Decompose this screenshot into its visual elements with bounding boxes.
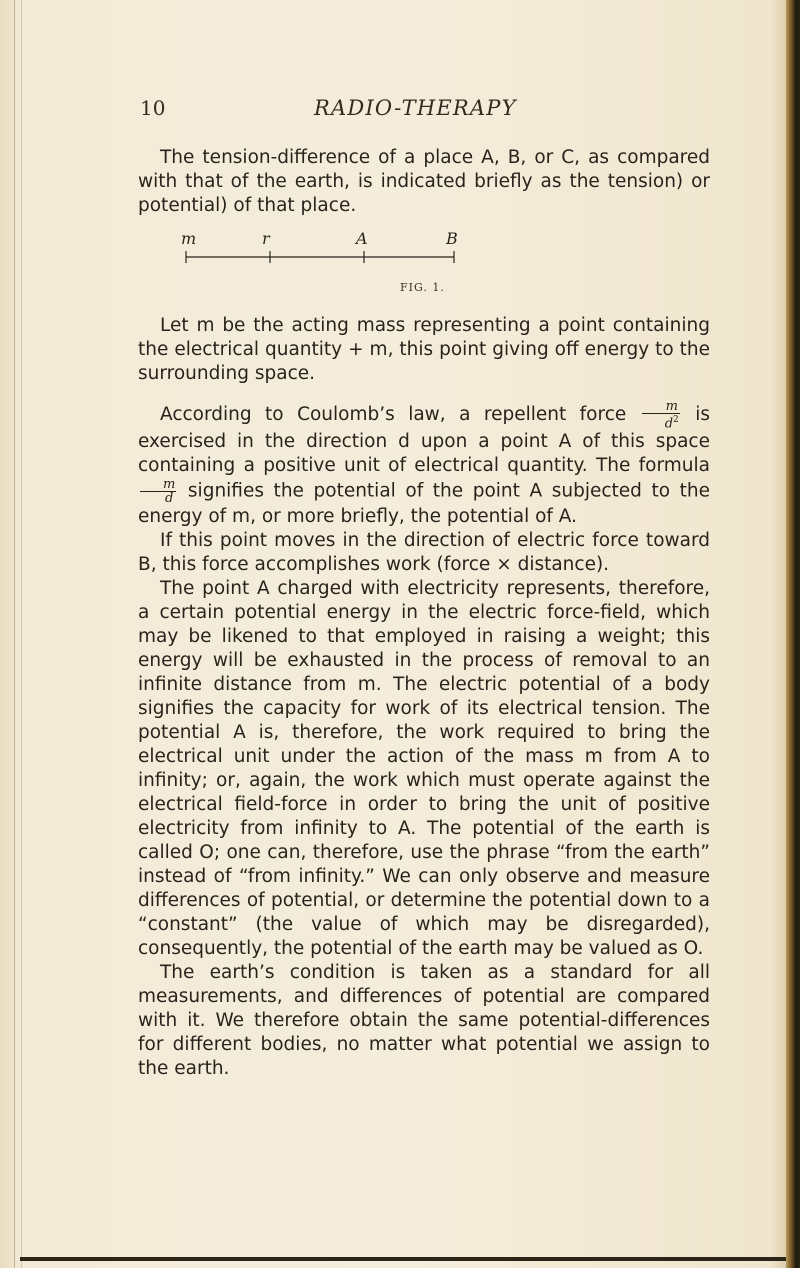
- label-r: r: [262, 229, 270, 248]
- page-bottom-edge: [20, 1257, 786, 1261]
- force-exponent: 2: [673, 415, 679, 425]
- paragraph-3-part-b: is exercised in the direction d upon a point A of this space containing a positive unit of electrical quantity. The formula: [138, 404, 710, 477]
- paragraph-3-part-a: According to Coulomb’s law, a repellent force: [160, 404, 627, 426]
- figure-caption: FIG. 1.: [400, 281, 445, 294]
- paragraph-1: The tension-difference of a place A, B, or C, as compared with that of the earth, is indicated briefly as the tension) or potential) of that place.: [138, 147, 710, 216]
- paragraph-6: The earth’s condition is taken as a standard for all measurements, and differences of potential are compared with it. We therefore obtain the same potential-differences for different bodies, no matter what potential we assign to the earth.: [138, 962, 710, 1080]
- label-a: A: [356, 229, 368, 248]
- potential-numerator: m: [163, 477, 176, 493]
- page-right-edge-shadow: [786, 0, 800, 1268]
- label-b: B: [446, 229, 458, 248]
- paragraph-2: Let m be the acting mass representing a point containing the electrical quantity + m, this point giving off energy to the surrounding space.: [138, 315, 710, 384]
- force-denominator-base: d: [664, 416, 674, 432]
- force-denominator: [642, 413, 680, 430]
- page-number: 10: [140, 96, 166, 120]
- figure-1: [138, 224, 710, 300]
- potential-denominator: d: [140, 491, 176, 505]
- page-left-edge: [14, 0, 22, 1268]
- paragraph-5: The point A charged with electricity represents, therefore, a certain potential energy in the electric force-field, which may be likened to that employed in raising a weight; this energy will be exhausted in the process of removal to an infinite distance from m. The electric potential of a body signifies the capacity for work of its electrical tension. The potential A is, therefore, the work required to bring the electrical unit under the action of the mass m from A to infinity; or, again, the work which must operate against the electrical field-force in order to bring the unit of positive electricity from infinity to A. The potential of the earth is called O; one can, therefore, use the phrase “from the earth” instead of “from infinity.” We can only observe and measure differences of potential, or determine the potential down to a “constant” (the value of which may be disregarded), consequently, the potential of the earth may be valued as O.: [138, 578, 710, 960]
- potential-formula: [140, 478, 176, 505]
- paragraph-3-part-c: signifies the potential of the point A subjected to the energy of m, or more briefly, the potential of A.: [138, 480, 710, 528]
- paragraph-4: If this point moves in the direction of electric force toward B, this force accomplishes work (force × distance).: [138, 530, 710, 576]
- body-text: [138, 146, 710, 1081]
- running-head: RADIO-THERAPY: [314, 96, 517, 120]
- force-formula: [642, 400, 680, 430]
- force-numerator: m: [665, 399, 678, 414]
- paragraph-3: [138, 400, 710, 529]
- page-header: [0, 96, 800, 130]
- label-m: m: [181, 229, 197, 248]
